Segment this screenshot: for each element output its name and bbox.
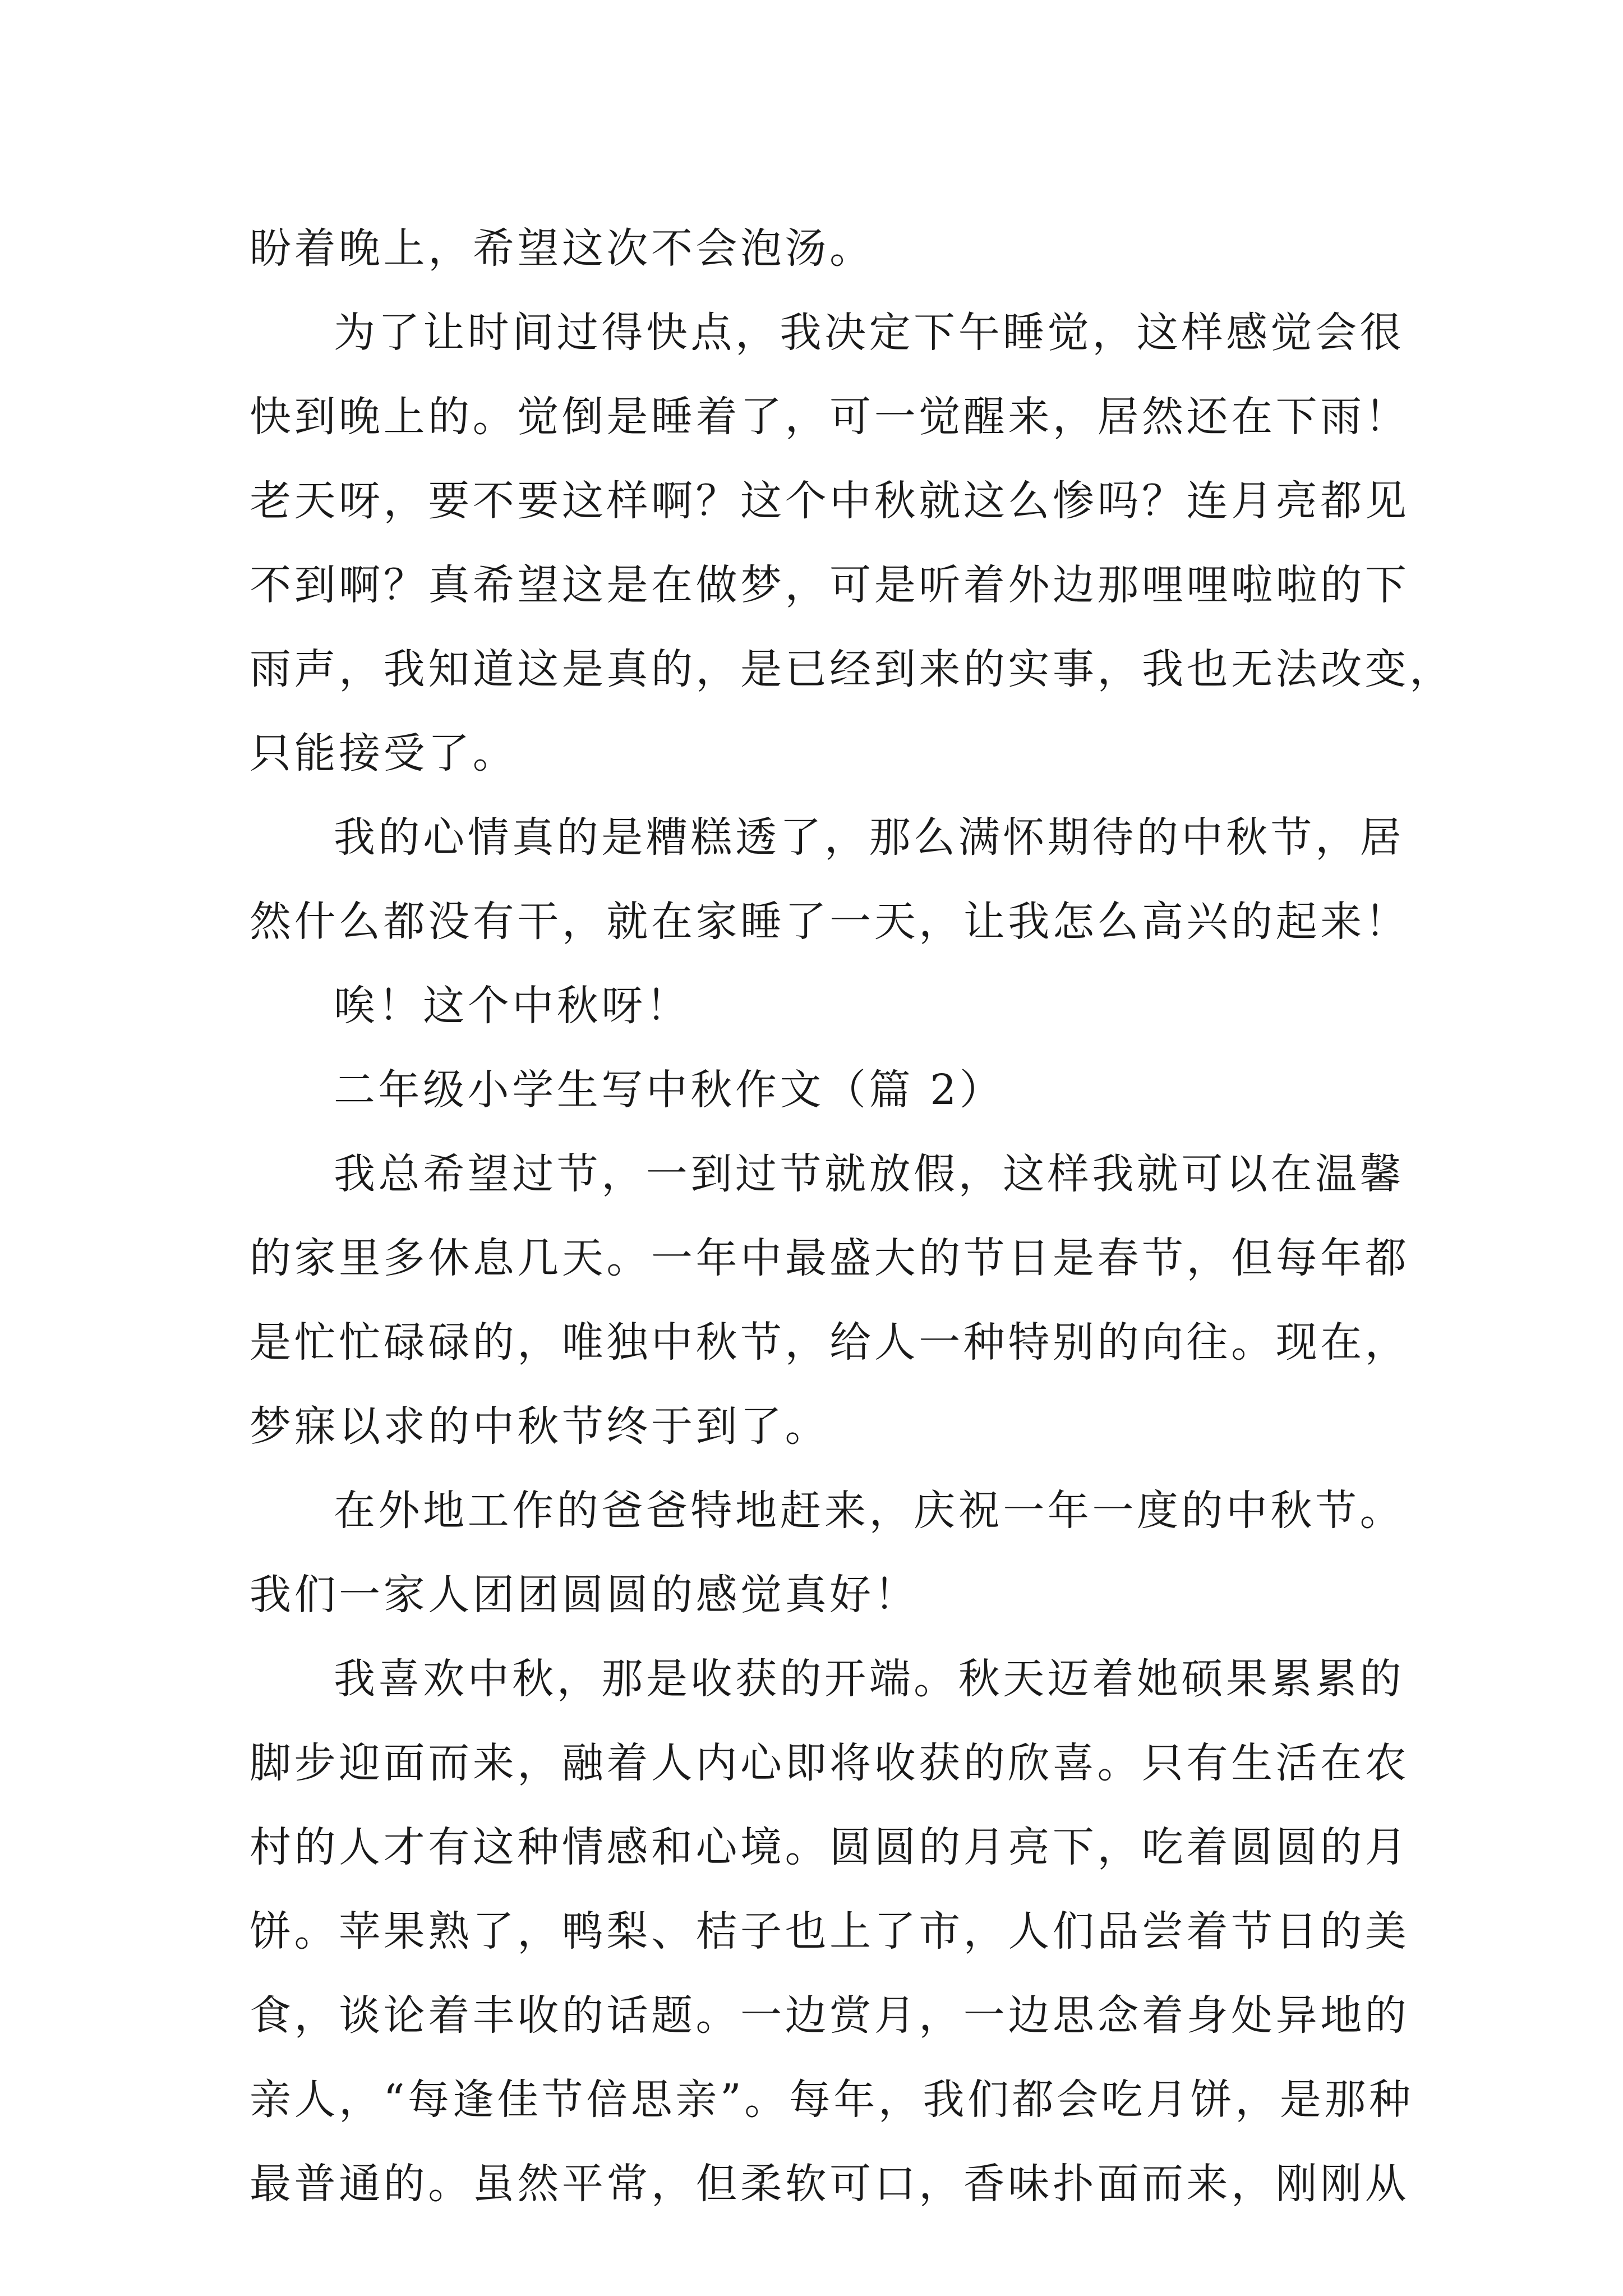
text-line: 快到晚上的。觉倒是睡着了，可一觉醒来，居然还在下雨！ <box>250 393 1410 441</box>
text-line: 为了让时间过得快点，我决定下午睡觉，这样感觉会很 <box>334 309 1405 357</box>
text-line: 只能接受了。 <box>250 729 518 777</box>
text-line: 的家里多休息几天。一年中最盛大的节日是春节，但每年都 <box>250 1234 1410 1282</box>
text-line: 我总希望过节，一到过节就放假，这样我就可以在温馨 <box>334 1150 1405 1198</box>
text-line: 然什么都没有干，就在家睡了一天，让我怎么高兴的起来！ <box>250 898 1410 946</box>
text-line: 饼。苹果熟了，鸭梨、桔子也上了市，人们品尝着节日的美 <box>250 1907 1410 1955</box>
text-line: 食，谈论着丰收的话题。一边赏月，一边思念着身处异地的 <box>250 1991 1410 2040</box>
text-line: 老天呀，要不要这样啊？这个中秋就这么惨吗？连月亮都见 <box>250 477 1410 525</box>
text-line: 亲人，“每逢佳节倍思亲”。每年，我们都会吃月饼，是那种 <box>250 2076 1414 2124</box>
text-line: 脚步迎面而来，融着人内心即将收获的欣喜。只有生活在农 <box>250 1739 1410 1787</box>
text-line: 唉！这个中秋呀！ <box>334 982 691 1030</box>
text-line: 是忙忙碌碌的，唯独中秋节，给人一种特别的向往。现在， <box>250 1318 1410 1366</box>
text-line: 不到啊？真希望这是在做梦，可是听着外边那哩哩啦啦的下 <box>250 561 1410 609</box>
text-line: 雨声，我知道这是真的，是已经到来的实事，我也无法改变， <box>250 645 1454 693</box>
text-line: 我喜欢中秋，那是收获的开端。秋天迈着她硕果累累的 <box>334 1655 1405 1703</box>
text-line: 在外地工作的爸爸特地赶来，庆祝一年一度的中秋节。 <box>334 1487 1405 1535</box>
text-line: 梦寐以求的中秋节终于到了。 <box>250 1402 830 1451</box>
text-line: 最普通的。虽然平常，但柔软可口，香味扑面而来，刚刚从 <box>250 2160 1410 2208</box>
text-line: 盼着晚上，希望这次不会泡汤。 <box>250 224 874 273</box>
text-line: 我们一家人团团圆圆的感觉真好！ <box>250 1571 919 1619</box>
text-line: 村的人才有这种情感和心境。圆圆的月亮下，吃着圆圆的月 <box>250 1823 1410 1871</box>
text-line: 我的心情真的是糟糕透了，那么满怀期待的中秋节，居 <box>334 813 1405 862</box>
section-heading: 二年级小学生写中秋作文（篇 2） <box>334 1066 1004 1114</box>
document-page <box>250 206 1454 2226</box>
